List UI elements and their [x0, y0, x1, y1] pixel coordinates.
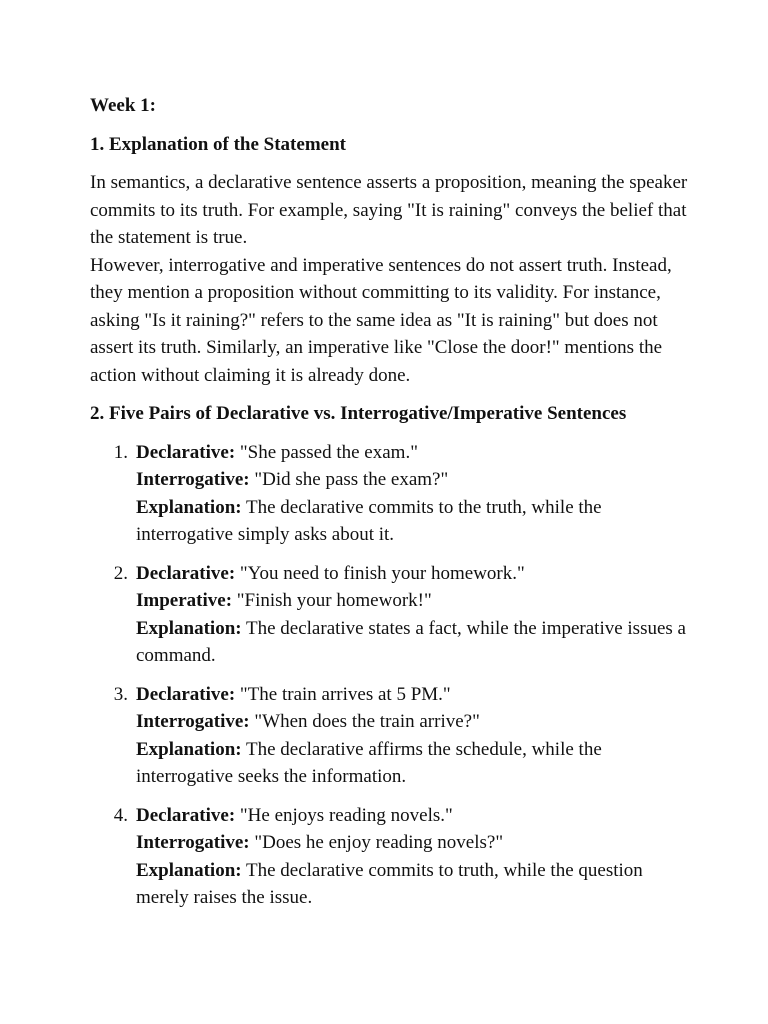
explanation-label: Explanation:	[136, 738, 242, 760]
declarative-text: "The train arrives at 5 PM."	[235, 683, 451, 705]
list-item-number: 1.	[113, 441, 128, 463]
explanation-label: Explanation:	[136, 617, 242, 639]
list-item	[90, 681, 690, 791]
list-item	[90, 802, 690, 912]
interrogative-label: Interrogative:	[136, 832, 250, 853]
interrogative-label: Interrogative:	[136, 469, 250, 490]
interrogative-text: "When does the train arrive?"	[249, 711, 480, 732]
imperative-label: Imperative:	[136, 590, 233, 611]
explanation-text: The declarative commits to the truth, while the interrogative simply asks about it.	[136, 496, 602, 545]
explanation-line	[136, 615, 690, 670]
interrogative-label: Interrogative:	[136, 711, 250, 732]
declarative-text: "You need to finish your homework."	[235, 562, 525, 584]
interrogative-line	[136, 708, 690, 736]
imperative-text: "Finish your homework!"	[232, 590, 432, 611]
declarative-label: Declarative:	[136, 562, 236, 584]
declarative-line	[136, 439, 690, 467]
declarative-label: Declarative:	[136, 683, 236, 705]
explanation-text: The declarative states a fact, while the imperative issues a command.	[136, 617, 686, 666]
declarative-text: "She passed the exam."	[235, 441, 418, 463]
declarative-text: "He enjoys reading novels."	[235, 804, 453, 826]
declarative-line	[136, 802, 690, 830]
interrogative-line	[136, 829, 690, 857]
explanation-line	[136, 494, 690, 549]
imperative-line	[136, 587, 690, 615]
section-1-paragraph-1: In semantics, a declarative sentence asserts a proposition, meaning the speaker commits to its truth. For example, saying "It is raining" conveys the belief that the statement is true.	[90, 172, 688, 248]
document-page	[90, 92, 690, 923]
declarative-line	[136, 681, 690, 709]
declarative-line	[136, 560, 690, 588]
sentence-pairs-list	[90, 439, 690, 912]
list-item-number: 2.	[113, 562, 128, 584]
declarative-label: Declarative:	[136, 441, 236, 463]
declarative-label: Declarative:	[136, 804, 236, 826]
explanation-line	[136, 736, 690, 791]
week-title: Week 1:	[90, 95, 156, 116]
explanation-label: Explanation:	[136, 496, 242, 518]
section-1-heading: 1. Explanation of the Statement	[90, 133, 346, 155]
explanation-line	[136, 857, 690, 912]
interrogative-text: "Did she pass the exam?"	[249, 469, 449, 490]
list-item-number: 3.	[113, 683, 128, 705]
section-1-paragraph-2: However, interrogative and imperative sentences do not assert truth. Instead, they mention a proposition without committing to its validity. For instance, asking "Is it raining?" refers to the same idea as "It is raining" but does not assert its truth. Similarly, an imperative like "Close the door!" mentions the action without claiming it is already done.	[90, 254, 672, 386]
section-2-heading: 2. Five Pairs of Declarative vs. Interrogative/Imperative Sentences	[90, 403, 627, 424]
list-item-number: 4.	[113, 804, 128, 826]
list-item	[90, 439, 690, 549]
explanation-text: The declarative affirms the schedule, while the interrogative seeks the information.	[136, 738, 602, 787]
list-item	[90, 560, 690, 670]
interrogative-text: "Does he enjoy reading novels?"	[249, 832, 504, 853]
explanation-text: The declarative commits to truth, while the question merely raises the issue.	[136, 859, 643, 908]
interrogative-line	[136, 466, 690, 494]
explanation-label: Explanation:	[136, 859, 242, 881]
